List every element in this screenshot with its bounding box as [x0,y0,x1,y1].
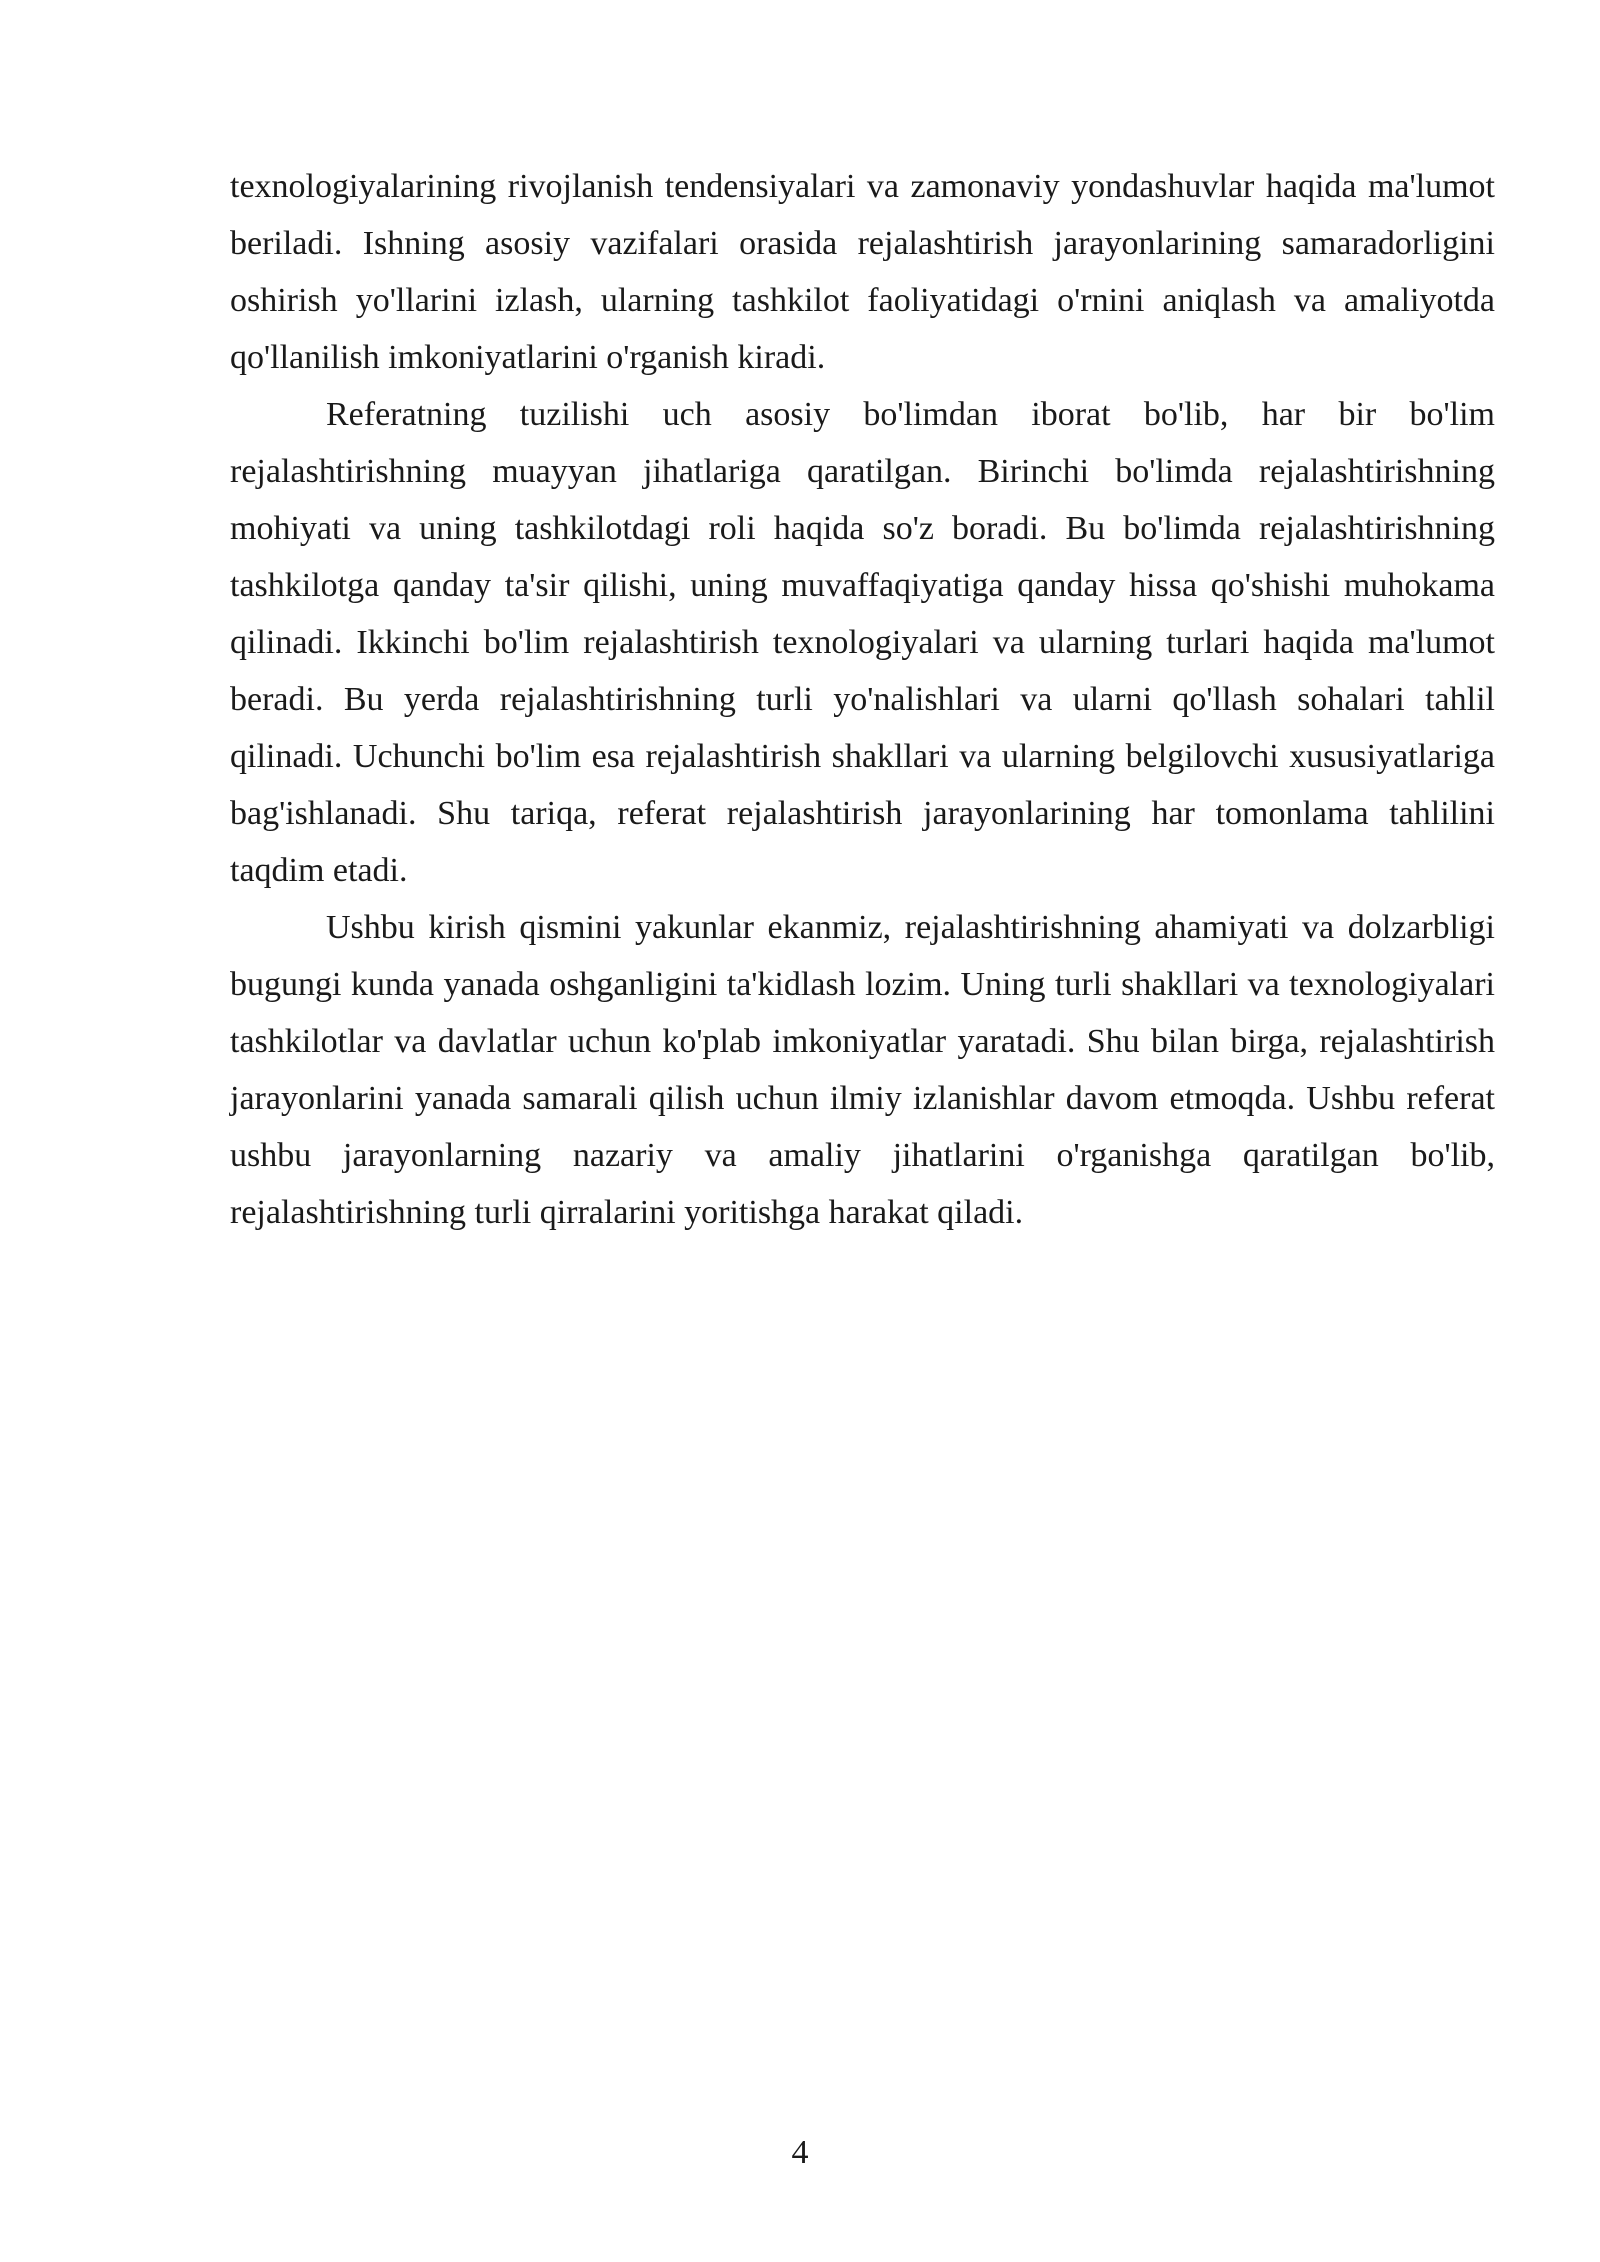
paragraph-continuation: texnologiyalarining rivojlanish tendensiyalari va zamonaviy yondashuvlar haqida ma'lumot beriladi. Ishning asosiy vazifalari orasida rejalashtirish jarayonlarining samaradorligini oshirish yo'llarini izlash, ularning tashkilot faoliyatidagi o'rnini aniqlash va amaliyotda qo'llanilish imkoniyatlarini o'rganish kiradi. [230,168,1495,376]
body-text [230,158,1495,1241]
paragraph-structure: Referatning tuzilishi uch asosiy bo'limdan iborat bo'lib, har bir bo'lim rejalashtirishning muayyan jihatlariga qaratilgan. Birinchi bo'limda rejalashtirishning mohiyati va uning tashkilotdagi roli haqida so'z boradi. Bu bo'limda rejalashtirishning tashkilotga qanday ta'sir qilishi, uning muvaffaqiyatiga qanday hissa qo'shishi muhokama qilinadi. Ikkinchi bo'lim rejalashtirish texnologiyalari va ularning turlari haqida ma'lumot beradi. Bu yerda rejalashtirishning turli yo'nalishlari va ularni qo'llash sohalari tahlil qilinadi. Uchunchi bo'lim esa rejalashtirish shakllari va ularning belgilovchi xususiyatlariga bag'ishlanadi. Shu tariqa, referat rejalashtirish jarayonlarining har tomonlama tahlilini taqdim etadi. [230,396,1495,889]
paragraph-conclusion: Ushbu kirish qismini yakunlar ekanmiz, rejalashtirishning ahamiyati va dolzarbligi bugungi kunda yanada oshganligini ta'kidlash lozim. Uning turli shakllari va texnologiyalari tashkilotlar va davlatlar uchun ko'plab imkoniyatlar yaratadi. Shu bilan birga, rejalashtirish jarayonlarini yanada samarali qilish uchun ilmiy izlanishlar davom etmoqda. Ushbu referat ushbu jarayonlarning nazariy va amaliy jihatlarini o'rganishga qaratilgan bo'lib, rejalashtirishning turli qirralarini yoritishga harakat qiladi. [230,909,1495,1231]
page-number: 4 [791,2134,809,2171]
